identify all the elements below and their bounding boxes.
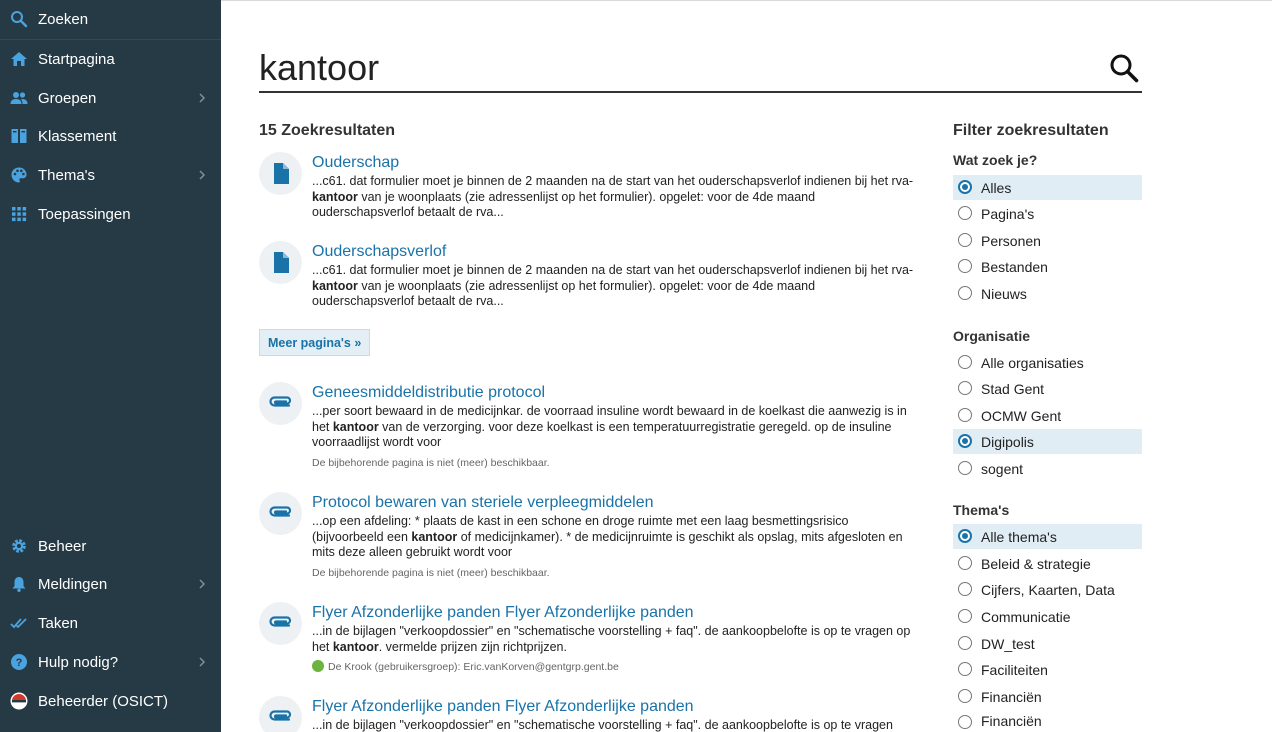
sidebar-item-label: Groepen xyxy=(38,89,97,107)
filter-option-cijfers-kaarten-data[interactable]: Cijfers, Kaarten, Data xyxy=(953,577,1142,602)
sidebar-item-themas[interactable] xyxy=(0,156,221,194)
result-snippet: ...in de bijlagen "verkoopdossier" en "schematische voorstelling + faq". de aankoopbelofte is op te vragen xyxy=(312,718,893,732)
sidebar-item-beheer[interactable] xyxy=(0,527,221,565)
palette-icon xyxy=(10,166,28,184)
paperclip-icon xyxy=(259,602,302,645)
radio[interactable] xyxy=(958,636,972,650)
sidebar-item-label: Taken xyxy=(38,614,79,632)
radio[interactable] xyxy=(958,381,972,395)
radio[interactable] xyxy=(958,662,972,676)
sidebar-item-label: Beheerder (OSICT) xyxy=(38,692,169,710)
result-snippet: ...op een afdeling: * plaats de kast in een schone en droge ruimte met een laag besmettingsrisico (bijvoorbeeld een kantoor of medicijnkamer). * de medicijnruimte is geschikt als opslag, mits afgesloten en mits deze alleen gebruikt wordt voor xyxy=(312,514,903,559)
radio[interactable] xyxy=(958,689,972,703)
chevron-right-icon xyxy=(195,577,209,591)
svg-text:?: ? xyxy=(15,657,23,669)
search-input[interactable] xyxy=(259,46,1089,90)
bell-icon xyxy=(10,575,28,593)
result-title[interactable]: Flyer Afzonderlijke panden Flyer Afzonderlijke panden xyxy=(312,604,694,621)
radio[interactable] xyxy=(958,233,972,247)
book-icon xyxy=(10,127,28,145)
filter-option-digipolis[interactable]: Digipolis xyxy=(953,429,1142,454)
filter-group-title: Organisatie xyxy=(953,328,1031,344)
highlight: kantoor xyxy=(332,639,379,654)
highlight: kantoor xyxy=(411,529,458,544)
radio[interactable] xyxy=(958,286,972,300)
sidebar-item-profile[interactable] xyxy=(0,682,221,720)
radio[interactable] xyxy=(958,715,972,729)
document-icon xyxy=(259,152,302,195)
filter-option-dw-test[interactable]: DW_test xyxy=(953,631,1142,656)
sidebar xyxy=(0,0,221,732)
filter-group-title: Wat zoek je? xyxy=(953,152,1038,168)
search-icon[interactable] xyxy=(1108,52,1140,84)
result-title[interactable]: Geneesmiddeldistributie protocol xyxy=(312,384,546,401)
filter-option-financien-2[interactable]: Financiën xyxy=(953,710,1142,732)
chevron-right-icon xyxy=(195,91,209,105)
group-icon xyxy=(312,660,324,672)
radio[interactable] xyxy=(958,556,972,570)
checkmarks-icon xyxy=(10,614,28,632)
chevron-right-icon xyxy=(195,655,209,669)
radio[interactable] xyxy=(958,582,972,596)
grid-icon xyxy=(10,205,28,223)
paperclip-icon xyxy=(259,382,302,425)
avatar xyxy=(10,692,28,710)
top-border xyxy=(221,0,1272,1)
filter-option-bestanden[interactable]: Bestanden xyxy=(953,254,1142,279)
filter-option-alle-organisaties[interactable]: Alle organisaties xyxy=(953,350,1142,375)
search-result xyxy=(259,696,919,732)
filter-option-faciliteiten[interactable]: Faciliteiten xyxy=(953,657,1142,682)
sidebar-item-hulp[interactable] xyxy=(0,643,221,681)
sidebar-item-klassement[interactable] xyxy=(0,117,221,155)
result-meta-text: De Krook (gebruikersgroep): Eric.vanKorven@gentgrp.gent.be xyxy=(328,661,619,673)
radio[interactable] xyxy=(958,206,972,220)
home-icon xyxy=(10,50,28,68)
filter-title: Filter zoekresultaten xyxy=(953,122,1109,139)
radio-selected[interactable] xyxy=(958,434,972,448)
filter-option-alles[interactable]: Alles xyxy=(953,175,1142,200)
sidebar-item-groepen[interactable] xyxy=(0,79,221,117)
sidebar-item-label: Hulp nodig? xyxy=(38,653,119,671)
sidebar-item-label: Beheer xyxy=(38,537,87,555)
filter-group-title: Thema's xyxy=(953,502,1010,518)
search-bar xyxy=(259,42,1142,93)
sidebar-item-startpagina[interactable] xyxy=(0,40,221,78)
gear-icon xyxy=(10,537,28,555)
highlight: kantoor xyxy=(312,278,358,293)
result-title[interactable]: Ouderschapsverlof xyxy=(312,243,447,260)
filter-option-personen[interactable]: Personen xyxy=(953,228,1142,253)
radio[interactable] xyxy=(958,259,972,273)
document-icon xyxy=(259,241,302,284)
result-snippet: ...c61. dat formulier moet je binnen de 2 maanden na de start van het ouderschapsverlof indienen bij het rva-kantoor van je woonplaats (zie adressenlijst op het formulier). opgelet: voor de 4de maand ouderschapsverlof betaalt de rva... xyxy=(312,174,914,219)
sidebar-item-label: Toepassingen xyxy=(38,205,131,223)
paperclip-icon xyxy=(259,492,302,535)
highlight: kantoor xyxy=(312,189,358,204)
filter-option-paginas[interactable]: Pagina's xyxy=(953,201,1142,226)
filter-option-alle-themas[interactable]: Alle thema's xyxy=(953,524,1142,549)
result-meta xyxy=(312,660,619,673)
result-meta: De bijbehorende pagina is niet (meer) beschikbaar. xyxy=(312,457,550,469)
filter-option-beleid-strategie[interactable]: Beleid & strategie xyxy=(953,551,1142,576)
sidebar-item-toepassingen[interactable] xyxy=(0,195,221,233)
paperclip-icon xyxy=(259,696,302,732)
result-snippet: ...in de bijlagen "verkoopdossier" en "schematische voorstelling + faq". de aankoopbelofte is op te vragen op het kantoor. vermelde prijzen zijn richtprijzen. xyxy=(312,624,911,654)
filter-option-ocmw-gent[interactable]: OCMW Gent xyxy=(953,403,1142,428)
sidebar-item-label: Zoeken xyxy=(38,11,89,28)
sidebar-item-label: Meldingen xyxy=(38,575,108,593)
result-title[interactable]: Ouderschap xyxy=(312,154,400,171)
sidebar-item-label: Startpagina xyxy=(38,50,115,68)
filter-option-sogent[interactable]: sogent xyxy=(953,456,1142,481)
result-title[interactable]: Flyer Afzonderlijke panden Flyer Afzonderlijke panden xyxy=(312,698,694,715)
sidebar-item-taken[interactable] xyxy=(0,604,221,642)
result-snippet: ...c61. dat formulier moet je binnen de 2 maanden na de start van het ouderschapsverlof indienen bij het rva-kantoor van je woonplaats (zie adressenlijst op het formulier). opgelet: voor de 4de maand ouderschapsverlof betaalt de rva... xyxy=(312,263,914,308)
radio[interactable] xyxy=(958,355,972,369)
sidebar-item-label: Klassement xyxy=(38,127,117,145)
more-pages-button[interactable]: Meer pagina's » xyxy=(259,329,370,356)
results-count: 15 Zoekresultaten xyxy=(259,122,396,139)
radio-selected[interactable] xyxy=(958,180,972,194)
filter-option-communicatie[interactable]: Communicatie xyxy=(953,604,1142,629)
search-result xyxy=(259,492,919,584)
radio[interactable] xyxy=(958,408,972,422)
chevron-right-icon xyxy=(195,168,209,182)
result-snippet: ...per soort bewaard in de medicijnkar. de voorraad insuline wordt bewaard in de koelkast die aanwezig is in het kantoor van de verzorging. voor deze koelkast is een temperatuurregistratie geregeld. op de insuline voorraadlijst wordt voor xyxy=(312,404,907,449)
sidebar-item-label: Thema's xyxy=(38,166,96,184)
sidebar-item-search[interactable] xyxy=(0,0,221,40)
search-result xyxy=(259,152,919,222)
highlight: kantoor xyxy=(332,419,379,434)
radio[interactable] xyxy=(958,609,972,623)
filter-option-stad-gent[interactable]: Stad Gent xyxy=(953,376,1142,401)
search-icon xyxy=(10,10,28,28)
sidebar-item-meldingen[interactable] xyxy=(0,565,221,603)
filter-option-nieuws[interactable]: Nieuws xyxy=(953,281,1142,306)
help-icon xyxy=(10,653,28,671)
search-result xyxy=(259,602,919,677)
search-result xyxy=(259,382,919,474)
result-meta: De bijbehorende pagina is niet (meer) beschikbaar. xyxy=(312,567,550,579)
radio[interactable] xyxy=(958,461,972,475)
result-title[interactable]: Protocol bewaren van steriele verpleegmiddelen xyxy=(312,494,654,511)
radio-selected[interactable] xyxy=(958,529,972,543)
filter-option-financien[interactable]: Financiën xyxy=(953,684,1142,709)
search-result xyxy=(259,241,919,311)
people-icon xyxy=(10,89,28,107)
